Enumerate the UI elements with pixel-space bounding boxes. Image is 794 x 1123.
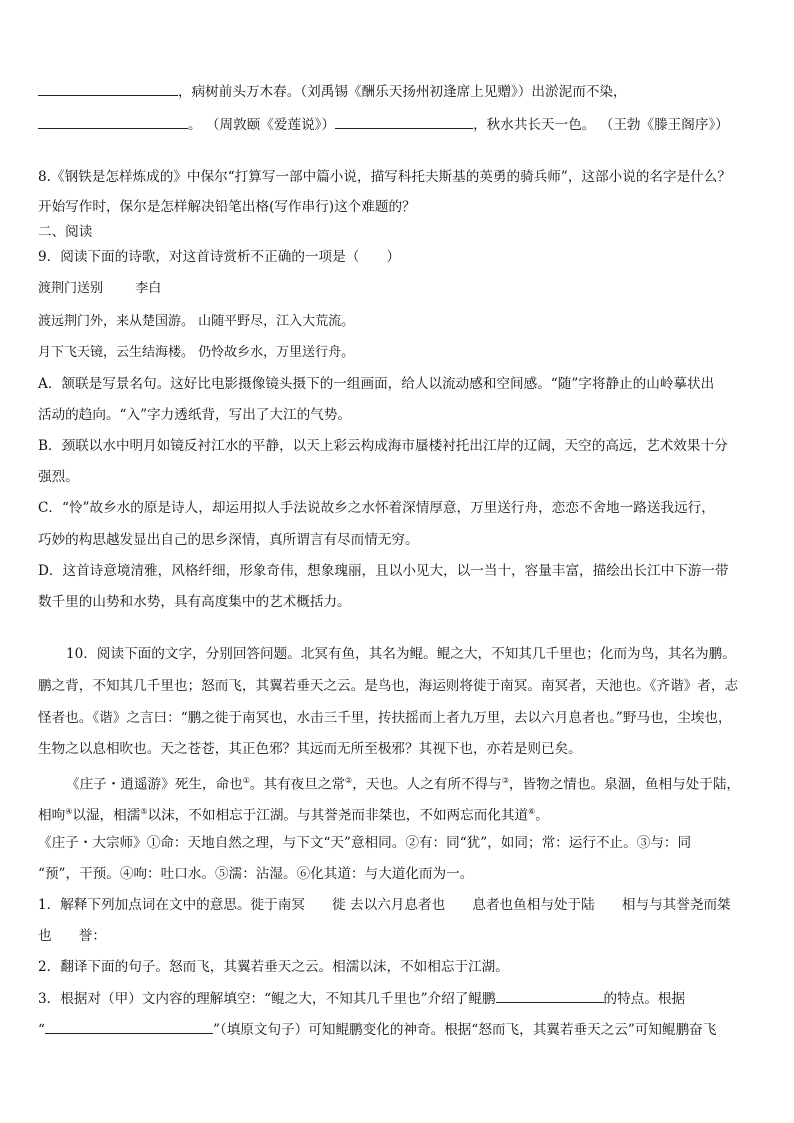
passage-text: 。其有夜旦之常 bbox=[249, 776, 346, 793]
passage-text: 以沫，不如相忘于江湖。与其誉尧而非桀也，不如两忘而化其道 bbox=[147, 807, 529, 824]
q10-sub2: 2．翻译下面的句子。怒而飞，其翼若垂天之云。相濡以沫，不如相忘于江湖。 bbox=[38, 959, 509, 975]
poem-author: 李白 bbox=[135, 281, 162, 296]
footnote-ref: ⑥ bbox=[528, 807, 536, 816]
poem-title-line bbox=[38, 279, 756, 299]
passage-text: 以湿，相濡 bbox=[72, 807, 141, 824]
q10-passage-1: 10．阅读下面的文字，分别回答问题。北冥有鱼，其名为鲲。鲲之大，不知其几千里也；化而为鸟，其名为鹏。 bbox=[66, 646, 736, 662]
q10-passage-5 bbox=[38, 771, 756, 795]
option-a-line-2: 活动的趋向。“入”字力透纸背，写出了大江的气势。 bbox=[38, 407, 351, 423]
q10-passage-4: 生物之以息相吹也。天之苍苍，其正色邪？其远而无所至极邪？其视下也，亦若是则已矣。 bbox=[38, 741, 582, 757]
q10-notes-2: “预”，干预。④呴：吐口水。⑤濡：沾湿。⑥化其道：与大道化而为一。 bbox=[38, 866, 474, 882]
footnote-ref: ④ bbox=[65, 807, 73, 816]
passage-text: ，天也。人之有所不得与 bbox=[352, 776, 502, 793]
option-a-line-1: A．颔联是写景名句。这好比电影摄像镜头摄下的一组画面，给人以流动感和空间感。“随”字将静止的山岭摹状出 bbox=[38, 376, 715, 392]
passage-text: 。 bbox=[535, 807, 549, 824]
poem-line-2: 月下飞天镜，云生结海楼。 仍怜故乡水，万里送行舟。 bbox=[38, 345, 355, 360]
q7-text: ，病树前头万木春。（刘禹锡《酬乐天扬州初逢席上见赠》）出淤泥而不染， bbox=[178, 84, 627, 100]
option-b-line-2: 强烈。 bbox=[38, 469, 79, 485]
option-d-line-1: D．这首诗意境清雅，风格纤细，形象奇伟，想象瑰丽，且以小见大，以一当十，容量丰富，描绘出长江中下游一带 bbox=[38, 563, 729, 579]
q7-line-2 bbox=[38, 115, 756, 135]
passage-text: ，皆物之情也。泉涸，鱼相与处于陆， bbox=[508, 776, 741, 793]
q10-sub3-line-2 bbox=[38, 1020, 756, 1040]
question-text: “ bbox=[38, 1022, 45, 1038]
poem-title: 渡荆门送别 bbox=[38, 281, 104, 296]
q8-line-1: 8.《钢铁是怎样炼成的》中保尔“打算写一部中篇小说，描写科托夫斯基的英勇的骑兵师”，这部小说的名字是什么？ bbox=[38, 169, 731, 185]
passage-text: 《庄子・逍遥游》死生，命也 bbox=[66, 776, 243, 793]
option-c-line-2: 巧妙的构思越发显出自己的思乡深情，真所谓言有尽而情无穷。 bbox=[38, 532, 419, 548]
q10-sub3-line-1 bbox=[38, 989, 756, 1009]
q10-passage-3: 怪者也。《谐》之言曰：“鹏之徙于南冥也，水击三千里，抟扶摇而上者九万里，去以六月息者也。”野马也，尘埃也， bbox=[38, 710, 732, 726]
option-c-line-1: C．“怜”故乡水的原是诗人，却运用拟人手法说故乡之水怀着深情厚意，万里送行舟，恋恋不舍地一路送我远行， bbox=[38, 500, 715, 516]
option-b-line-1: B．颈联以水中明月如镜反衬江水的平静，以天上彩云构成海市蜃楼衬托出江岸的辽阔，天空的高远，艺术效果十分 bbox=[38, 438, 728, 454]
answer-blank[interactable] bbox=[496, 989, 604, 1003]
footnote-ref: ⑤ bbox=[140, 807, 148, 816]
answer-blank[interactable] bbox=[38, 82, 178, 96]
q7-text: 。 （周敦颐《爱莲说》） bbox=[188, 117, 336, 133]
poem-line-1: 渡远荆门外，来从楚国游。 山随平野尽，江入大荒流。 bbox=[38, 314, 355, 329]
question-text: ”（填原文句子）可知鲲鹏变化的神奇。根据“怒而飞，其翼若垂天之云”可知鲲鹏奋飞 bbox=[212, 1022, 717, 1038]
answer-blank[interactable] bbox=[335, 115, 473, 129]
option-d-line-2: 数千里的山势和水势，具有高度集中的艺术概括力。 bbox=[38, 594, 351, 610]
q10-passage-6 bbox=[38, 802, 756, 826]
q10-sub1-line-2: 也 誉： bbox=[38, 928, 106, 944]
q7-line-1 bbox=[38, 82, 756, 102]
q9-stem: 9．阅读下面的诗歌，对这首诗赏析不正确的一项是（ ） bbox=[38, 249, 401, 265]
answer-blank[interactable] bbox=[38, 115, 188, 129]
footnote-ref: ③ bbox=[501, 776, 509, 785]
answer-blank[interactable] bbox=[45, 1020, 213, 1034]
question-text: 3．根据对（甲）文内容的理解填空：“鲲之大，不知其几千里也”介绍了鲲鹏 bbox=[38, 991, 496, 1007]
question-text: 的特点。根据 bbox=[603, 991, 686, 1007]
passage-text: 相呴 bbox=[38, 807, 66, 824]
footnote-ref: ② bbox=[345, 776, 353, 785]
q7-text: ，秋水共长天一色。 （王勃《滕王阁序》） bbox=[473, 117, 729, 133]
footnote-ref: ① bbox=[242, 776, 250, 785]
q8-line-2: 开始写作时，保尔是怎样解决铅笔出格(写作串行)这个难题的？ bbox=[38, 199, 416, 215]
q10-sub1-line-1: 1．解释下列加点词在文中的意思。徙于南冥 徙 去以六月息者也 息者也鱼相与处于陆 相与与其誉尧而桀 bbox=[38, 897, 731, 913]
section-heading: 二、阅读 bbox=[38, 224, 93, 240]
q10-notes-1: 《庄子・大宗师》①命：天地自然之理，与下文“天”意相同。②有：同“犹”，如同；常：运行不止。③与：同 bbox=[38, 835, 692, 851]
q10-passage-2: 鹏之背，不知其几千里也；怒而飞，其翼若垂天之云。是鸟也，海运则将徙于南冥。南冥者，天池也。《齐谐》者，志 bbox=[38, 678, 739, 694]
